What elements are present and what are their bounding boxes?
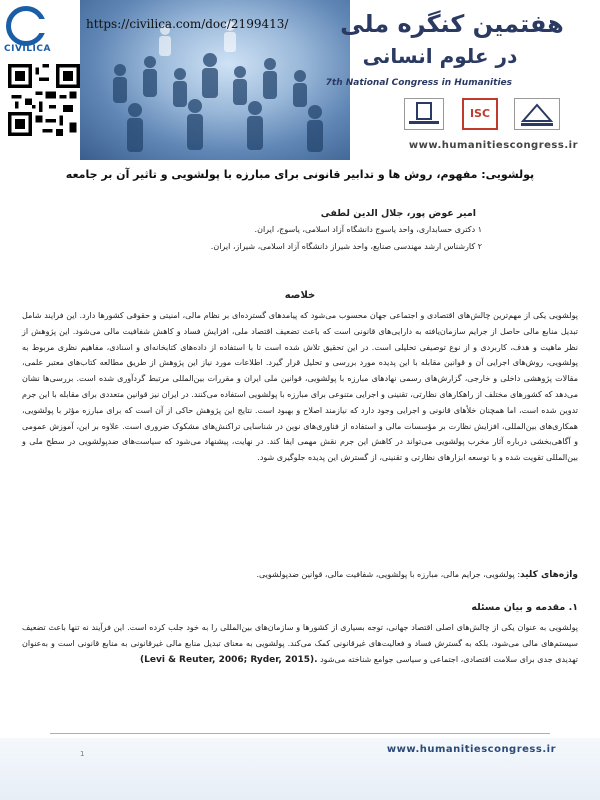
congress-title-fa: هفتمین کنگره ملی [340,10,564,38]
affiliation-2: ۲ کارشناس ارشد مهندسی صنایع، واحد شیراز دانشگاه آزاد اسلامی، شیراز، ایران. [210,242,482,251]
keywords-label: واژه‌های کلید [520,570,578,580]
congress-header [0,0,600,160]
keywords-line: واژه‌های کلید: پولشویی، جرایم مالی، مبارزه با پولشویی، شفافیت مالی، قوانین ضدپولشویی. [256,570,578,580]
qr-code-icon[interactable] [8,64,80,136]
footer-website[interactable]: www.humanitiescongress.ir [386,744,556,755]
page-number: 1 [80,750,85,758]
congress-subtitle-fa: در علوم انسانی [362,44,518,68]
institute-logo-icon [514,98,560,130]
civilica-logo-icon [6,6,46,46]
keywords-text: پولشویی، جرایم مالی، مبارزه با پولشویی، شفافیت مالی، قوانین ضدپولشویی. [256,570,515,579]
header-website[interactable]: www.humanitiescongress.ir [408,140,578,151]
sponsor-logos [370,98,580,132]
intro-citation: (Levi & Reuter, 2006; Ryder, 2015). [140,654,318,665]
isc-logo: ISC [462,98,498,130]
document-url[interactable]: https://civilica.com/doc/2199413/ [86,17,289,31]
abstract-heading: خلاصه [284,290,316,301]
section-intro-text [22,620,578,668]
section-heading-intro: ۱. مقدمه و بیان مسئله [471,602,578,613]
congress-title-en: 7th National Congress in Humanities [325,78,512,88]
footer-divider [50,733,550,734]
intro-body: پولشویی به عنوان یکی از چالش‌های اصلی اقتصاد جهانی، توجه بسیاری از کشورها و سازمان‌های بین‌المللی را به خود جلب کرده است. این فرآیند نه تنها باعث تضعیف سیستم‌های مالی می‌شود، بلکه به گسترش فساد و فعالیت‌های غیرقانونی کمک می‌کند. پولشویی به معنای تبدیل منابع مالی غیرقانونی به منابع قانونی است و به‌عنوان تهدیدی جدی برای سلامت اقتصادی، اجتماعی و سیاسی جوامع شناخته می‌شود [22,623,578,664]
civilica-label: CIVILICA [4,44,51,54]
civilica-panel [0,0,80,140]
paper-title: پولشویی: مفهوم، روش ها و تدابیر قانونی برای مبارزه با پولشویی و تاثیر آن بر جامعه [65,168,535,181]
affiliation-1: ۱ دکتری حسابداری، واحد یاسوج دانشگاه آزاد اسلامی، یاسوج، ایران. [254,225,482,234]
university-logo-icon [404,98,444,130]
abstract-text: پولشویی یکی از مهم‌ترین چالش‌های اقتصادی و اجتماعی جهان محسوب می‌شود که پیامدهای گسترده‌ای بر نظام مالی، امنیتی و حقوقی کشورها دارد. این فرایند شامل تبدیل منابع مالی حاصل از جرایم سازمان‌یافته به دارایی‌های قانونی است که باعث تضعیف اقتصاد ملی، افزایش فساد و کاهش شفافیت مالی می‌شود. این پژوهش از نظر ماهیت و هدف، کاربردی و از نوع توصیفی تحلیلی است. در این تحقیق تلاش شده است تا با استفاده از داده‌های کتابخانه‌ای و اسنادی، مفاهیم نظری مربوط به پولشویی، روش‌های اجرایی آن و قوانین مقابله با این پدیده مورد بررسی و تحلیل قرار گیرد. اطلاعات مورد نیاز این پژوهش از طریق مطالعه کتاب‌های معتبر علمی، مقالات پژوهشی داخلی و خارجی، گزارش‌های رسمی نهادهای مبارزه با پولشویی، قوانین ملی ایران و مقررات بین‌المللی مرتبط گردآوری شده است. بررسی‌ها نشان می‌دهد که کشورهای مختلف از راهکارهای نظارتی، تقنینی و اجرایی متنوعی برای مبارزه با پولشویی استفاده می‌کنند. در ایران نیز قوانین متعددی برای مقابله با این جرم تدوین شده است، اما همچنان خلأهای قانونی و اجرایی وجود دارد که نیازمند اصلاح و بهبود است. نتایج این پژوهش حاکی از آن است که برای مبارزه مؤثر با پولشویی، همکاری‌های بین‌المللی، افزایش نظارت بر مؤسسات مالی و استفاده از فناوری‌های نوین در شناسایی تراکنش‌های مشکوک ضروری است. علاوه بر این، آموزش عمومی و آگاهی‌بخشی درباره آثار مخرب پولشویی می‌تواند در کاهش این جرم نقش مهمی ایفا کند. در نهایت، پیشنهاد می‌شود که سیاست‌های ضدپولشویی در سطح ملی و بین‌المللی تقویت شده و با توسعه ابزارهای نظارتی و تقنینی، از گسترش این پدیده جلوگیری شود. [22,311,578,463]
paper-authors: امیر عوض پور، جلال الدین لطفی [320,208,476,219]
